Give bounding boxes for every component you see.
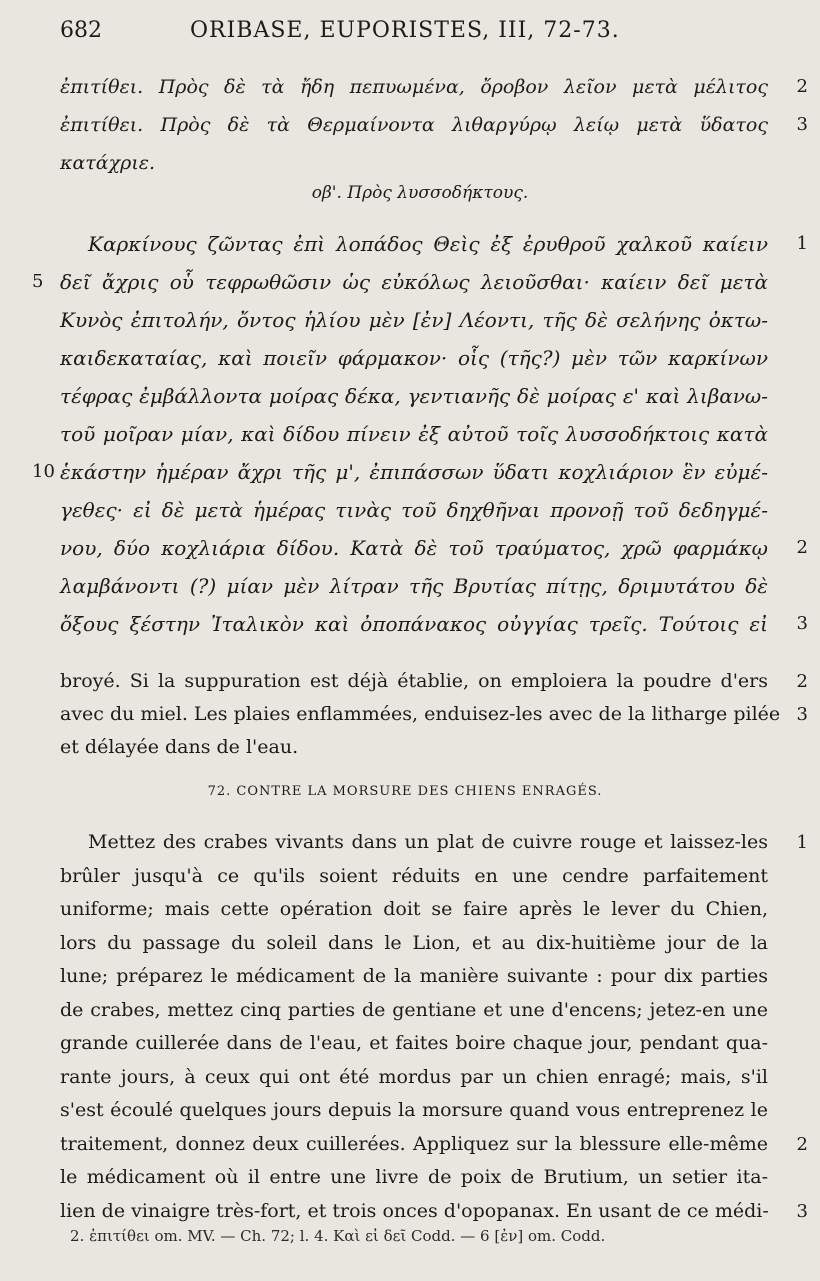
text-line	[60, 225, 808, 263]
line-text: rante jours, à ceux qui ont été mordus par un chien enragé; mais, s'il	[60, 1065, 768, 1088]
text-line	[60, 1027, 768, 1061]
line-number: 1	[796, 832, 808, 853]
text-line	[32, 263, 768, 301]
text-line	[60, 960, 768, 994]
text-line	[60, 491, 768, 529]
line-text: brûler jusqu'à ce qu'ils soient réduits en une cendre parfaitement	[60, 864, 768, 887]
text-line	[60, 1061, 768, 1095]
line-text: δεῖ ἄχρις οὗ τεφρωθῶσιν ὡς εὐκόλως λειοῦσθαι· καίειν δεῖ μετὰ	[60, 270, 768, 294]
text-line	[60, 665, 808, 698]
text-line	[60, 698, 808, 731]
line-text: λαμβάνοντι (?) μίαν μὲν λίτραν τῆς Βρυτίας πίτῃς, δριμυτάτου δὲ	[60, 574, 768, 598]
line-number: 1	[796, 233, 808, 254]
line-number: 3	[796, 1200, 808, 1222]
text-line	[60, 301, 768, 339]
text-line	[60, 1195, 808, 1229]
text-line	[60, 826, 808, 860]
line-number: 3	[796, 704, 808, 725]
line-text: ἑκάστην ἡμέραν ἄχρι τῆς μ', ἐπιπάσσων ὕδατι κοχλιάριον ἓν εὐμέ-	[60, 460, 768, 484]
text-line	[60, 731, 768, 764]
line-text: ἐπιτίθει. Πρὸς δὲ τὰ Θερμαίνοντα λιθαργύρῳ λείῳ μετὰ ὕδατος	[60, 114, 768, 136]
line-number: 2	[796, 1133, 808, 1155]
running-title: ORIBASE, EUPORISTES, III, 72-73.	[190, 18, 620, 43]
page-header	[60, 18, 760, 58]
text-line	[32, 453, 768, 491]
line-number: 2	[796, 671, 808, 692]
text-line	[60, 1128, 808, 1162]
line-text: νου, δύο κοχλιάρια δίδου. Κατὰ δὲ τοῦ τραύματος, χρῶ φαρμάκῳ	[60, 536, 768, 560]
line-text: κατάχριε.	[60, 152, 155, 174]
line-number: 2	[796, 537, 808, 558]
line-number: 5	[32, 271, 44, 292]
footnote: 2. ἐπιτίθει om. MV. — Ch. 72; l. 4. Καὶ εἰ δεῖ Codd. — 6 [ἐν] om. Codd.	[70, 1227, 606, 1245]
text-line	[60, 144, 768, 182]
line-text: s'est écoulé quelques jours depuis la morsure quand vous entreprenez le	[60, 1099, 768, 1121]
text-line	[60, 1094, 768, 1128]
line-text: ὄξους ξέστην Ἰταλικὸν καὶ ὀποπάνακος οὐγγίας τρεῖς. Τούτοις εἰ	[60, 612, 768, 636]
greek-chapter-heading: οβ'. Πρὸς λυσσοδήκτους.	[311, 183, 529, 203]
page-number: 682	[60, 18, 102, 43]
line-text: et délayée dans de l'eau.	[60, 736, 299, 758]
text-line	[60, 567, 768, 605]
french-continuation	[60, 665, 808, 764]
text-line	[60, 106, 808, 144]
line-text: lune; préparez le médicament de la manière suivante : pour dix parties	[60, 965, 768, 987]
text-line	[60, 377, 768, 415]
text-line	[60, 994, 768, 1028]
line-text: de crabes, mettez cinq parties de gentiane et une d'encens; jetez-en une	[60, 998, 768, 1021]
text-line	[60, 893, 768, 927]
line-text: Κυνὸς ἐπιτολήν, ὄντος ἡλίου μὲν [ἐν] Λέοντι, τῆς δὲ σελήνης ὀκτω-	[60, 308, 768, 332]
text-line	[60, 1161, 768, 1195]
line-number: 3	[796, 114, 808, 135]
french-chapter-text	[60, 826, 808, 1228]
line-text: avec du miel. Les plaies enflammées, enduisez-les avec de la litharge pilée	[60, 703, 781, 725]
french-chapter-heading: 72. CONTRE LA MORSURE DES CHIENS ENRAGÉS.	[207, 784, 603, 799]
text-line	[60, 927, 768, 961]
text-line	[60, 605, 808, 643]
line-text: τοῦ μοῖραν μίαν, καὶ δίδου πίνειν ἐξ αὐτοῦ τοῖς λυσσοδήκτοις κατὰ	[60, 422, 768, 446]
text-line	[60, 68, 808, 106]
line-text: Καρκίνους ζῶντας ἐπὶ λοπάδος Θεὶς ἐξ ἐρυθροῦ χαλκοῦ καίειν	[88, 232, 768, 256]
line-number: 10	[32, 461, 55, 482]
line-text: grande cuillerée dans de l'eau, et faites boire chaque jour, pendant qua-	[60, 1032, 768, 1054]
line-number: 3	[796, 613, 808, 634]
line-text: γεθες· εἰ δὲ μετὰ ἡμέρας τινὰς τοῦ δηχθῆναι προνοῇ τοῦ δεδηγμέ-	[60, 498, 768, 522]
text-line	[60, 339, 768, 377]
line-text: lors du passage du soleil dans le Lion, et au dix-huitième jour de la	[60, 931, 768, 954]
line-text: broyé. Si la suppuration est déjà établie, on emploiera la poudre d'ers	[60, 670, 768, 692]
line-text: lien de vinaigre très-fort, et trois onces d'opopanax. En usant de ce médi-	[60, 1199, 769, 1222]
greek-continuation	[60, 68, 808, 182]
text-line	[60, 529, 808, 567]
greek-chapter-text	[32, 225, 808, 643]
line-text: uniforme; mais cette opération doit se faire après le lever du Chien,	[60, 898, 768, 920]
text-line	[60, 860, 768, 894]
text-line	[60, 415, 768, 453]
line-text: Mettez des crabes vivants dans un plat de cuivre rouge et laissez-les	[88, 831, 768, 853]
line-text: traitement, donnez deux cuillerées. Appliquez sur la blessure elle-même	[60, 1132, 768, 1155]
line-text: καιδεκαταίας, καὶ ποιεῖν φάρμακον· οἷς (τῆς?) μὲν τῶν καρκίνων	[60, 346, 768, 370]
line-text: τέφρας ἐμβάλλοντα μοίρας δέκα, γεντιανῆς δὲ μοίρας ε' καὶ λιβανω-	[60, 384, 768, 408]
line-number: 2	[796, 76, 808, 97]
line-text: le médicament où il entre une livre de poix de Brutium, un setier ita-	[60, 1166, 768, 1188]
line-text: ἐπιτίθει. Πρὸς δὲ τὰ ἤδη πεπυωμένα, ὄροβον λεῖον μετὰ μέλιτος	[60, 76, 768, 98]
